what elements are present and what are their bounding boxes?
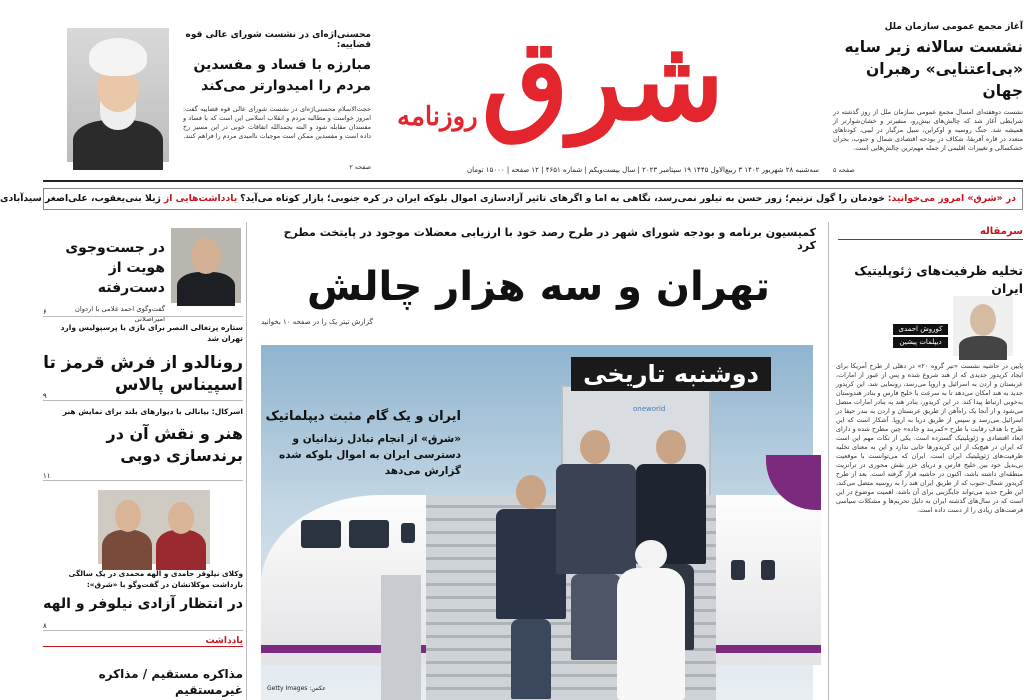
top-right-page-ref: صفحه ۵ — [833, 166, 855, 174]
top-left-body: حجت‌الاسلام محسنی‌اژه‌ای در نشست شورای عالی قوه قضاییه گفت: امروز خواست و مطالبه مردم و انقلاب اسلامی این است که با فساد و مفسدان مقابله شود و البته بحمدالله اتفاقات خوبی در این مسیر رخ داده است و مفسدین ممکن است موجبات ناامیدی مردم را فراهم کنند. — [183, 105, 371, 140]
editorial-author-photo — [953, 296, 1013, 356]
top-left-kicker: محسنی‌اژه‌ای در نشست شورای عالی قوه قضاییه: — [185, 30, 371, 50]
sport-story[interactable] — [43, 322, 243, 396]
top-right-headline: نشست سالانه زیر سایه «بی‌اعتنایی» رهبران جهان — [844, 38, 1023, 100]
editorial-label: سرمقاله — [838, 226, 1023, 240]
judiciary-chief-portrait — [67, 28, 169, 162]
top-left-headline: مبارزه با فساد و مفسدین مردم را امیدوارتر می‌کند — [193, 57, 371, 94]
photo-subtext — [261, 407, 461, 479]
ticker-authors: ژیلا بنی‌یعقوب، علی‌اصغر سیدآبادی — [0, 193, 161, 204]
airline-logo: oneworld — [633, 405, 666, 413]
ticker-label-2: یادداشت‌هایی از — [163, 193, 238, 204]
interview-headline: در جست‌وجوی هویت از دست‌رفته — [65, 240, 165, 296]
editorial-author-box — [893, 324, 948, 348]
logo-subtitle: روزنامه — [397, 102, 478, 132]
top-right-story[interactable] — [833, 22, 1023, 175]
art-headline: هنر و نقش آن در برندسازی دوبی — [106, 424, 243, 465]
interviewee-photo — [171, 228, 241, 303]
photo-subheadline: ایران و یک گام مثبت دیپلماتیک — [265, 409, 461, 424]
ticker-items: خودمان را گول نزنیم؛ زور حسن به تیلور نمی‌رسد، نگاهی به اما و اگرهای تاثیر آزادسازی اموال بلوکه ایران در کره جنوبی؛ بازار کوتاه می‌آید؟ — [240, 193, 885, 204]
photo-headline: دوشنبه تاریخی — [571, 357, 771, 391]
lawyers-headline: در انتظار آزادی نیلوفر و الهه — [43, 596, 243, 612]
art-page-ref: ۱۱ — [43, 472, 243, 481]
note-headline[interactable]: مذاکره مستقیم / مذاکره غیرمستقیم — [98, 667, 243, 697]
sport-kicker: ستاره پرتغالی النصر برای بازی با پرسپولیس وارد تهران شد — [60, 323, 243, 343]
logo-wordmark: شرق — [481, 15, 725, 146]
masthead-logo — [387, 6, 819, 163]
sport-page-ref: ۹ — [43, 392, 243, 401]
main-page-ref: گزارش تیتر یک را در صفحه ۱۰ بخوانید — [261, 318, 373, 326]
interview-page-ref: ۶ — [43, 308, 243, 317]
art-story[interactable] — [43, 406, 243, 467]
note-label: یادداشت — [43, 636, 243, 647]
ticker-label: در «شرق» امروز می‌خوانید: — [887, 193, 1016, 204]
lawyers-page-ref: ۸ — [43, 622, 243, 631]
photo-story-text[interactable] — [546, 357, 796, 391]
top-right-kicker: آغاز مجمع عمومی سازمان ملل — [884, 22, 1023, 32]
main-kicker: کمیسیون برنامه و بودجه شورای شهر در طرح رصد خود با ارزیابی معضلات موجود در پایتخت مطرح کرد — [283, 226, 816, 252]
main-story[interactable] — [261, 226, 816, 326]
top-left-story[interactable] — [183, 30, 371, 172]
top-left-page-ref: صفحه ۲ — [349, 163, 371, 171]
editorial-column[interactable] — [838, 226, 1023, 298]
photo-credit: عکس: Getty Images — [267, 685, 326, 692]
lawyers-story[interactable] — [43, 568, 243, 614]
main-photo — [261, 345, 813, 700]
sport-headline: رونالدو از فرش قرمز تا اسپیناس پالاس — [43, 353, 243, 395]
journalists-photo — [98, 490, 210, 564]
editorial-body: پایین در حاشیه نشست «تیر گروه ۲۰» در دهلی از طرح آمریکا برای ایجاد کریدور جدیدی که از هند شروع شده و پس از عبور از امارات، عربستان و اردن به اسرائیل و اروپا می‌رسد، رونمایی شد. این کریدور جدید به هند امکان می‌دهد تا به سرعت با خلیج فارس و بنادر هندوستان به‌خوبی ارتباط پیدا کند. در این کریدور، بنادر هند به بنادر امارات متصل می‌شود و از آنجا یک راه‌آهن از طریق عربستان و اردن به بندر حیفا در اسرائیل می‌رسد و سپس از طریق دریا به اروپا. آشکار است که این طرح با هدف رقابت با طرح «کمربند و جاده» چین مطرح شده و دارای ابعاد اقتصادی و ژئوپلیتیک گسترده است. یکی از نکات مهم این است که ایران در هیچ‌یک از این کریدورها جایی ندارد و این به معنای تخلیه ظرفیت‌های ژئوپلیتیک ایران است. ایران که می‌توانست با موقعیت بی‌بدیل خود بین خلیج فارس و دریای خزر نقش محوری در ترانزیت منطقه‌ای داشته باشد، اکنون در حاشیه قرار گرفته است. بعد از طرح کریدور شمال-جنوب که از طریق ایران هند را به روسیه متصل می‌کند، این طرح جدید می‌تواند جایگزینی برای آن باشد. اهمیت موضوع در این است که در سال‌های گذشته ایران به دلیل تحریم‌ها و مشکلات سیاسی فرصت‌های زیادی را از دست داده است. — [836, 362, 1023, 514]
art-kicker: اسرکال: بیانالی با دیوارهای بلند برای نمایش هنر — [62, 407, 243, 416]
todays-contents-ticker — [0, 188, 1023, 210]
lawyers-kicker: وکلای نیلوفر حامدی و الهه محمدی در یک سالگی بازداشت موکلانشان در گفت‌وگو با «شرق»: — [68, 569, 243, 589]
main-headline: تهران و سه هزار چالش — [306, 264, 771, 310]
editorial-author-name: کوروش احمدی — [893, 324, 948, 335]
person-white-robe — [611, 540, 691, 700]
top-right-body: نشست دوهفته‌ای امسال مجمع عمومی سازمان ملل از روز گذشته در شرایطی آغاز شد که چالش‌های بیش‌رو، منفیرتر و خشان‌شوارتر از همیشه شد. جنگ روسیه و اوکراین، سیل مرگبار در لیبی، کودتاهای متعدد در قاره آفریقا، شکاف در بودجه اقتصادی شمال و جنوب، بحران خشکسالی و تغییرات اقلیمی از جمله مهم‌ترین چالش‌هایی است. — [833, 108, 1023, 152]
editorial-headline: تخلیه ظرفیت‌های ژئوپلیتیک ایران — [854, 263, 1023, 296]
interview-author: گفت‌وگوی احمد غلامی با اردوان امیراصلانی — [74, 305, 165, 323]
photo-caption: «شرق» از انجام تبادل زندانیان و دسترسی ایران به اموال بلوکه شده گزارش می‌دهد — [279, 433, 461, 477]
dateline: سه‌شنبه ۲۸ شهریور ۱۴۰۲ ۳ ربیع‌الاول ۱۴۴۵ ۱۹ سپتامبر ۲۰۲۳ | سال بیست‌ویکم | شماره ۴۶۵۱ | ۱۲ صفحه | ۱۵۰۰۰ تومان — [466, 166, 819, 174]
editorial-author-role: دیپلمات پیشین — [893, 337, 948, 348]
